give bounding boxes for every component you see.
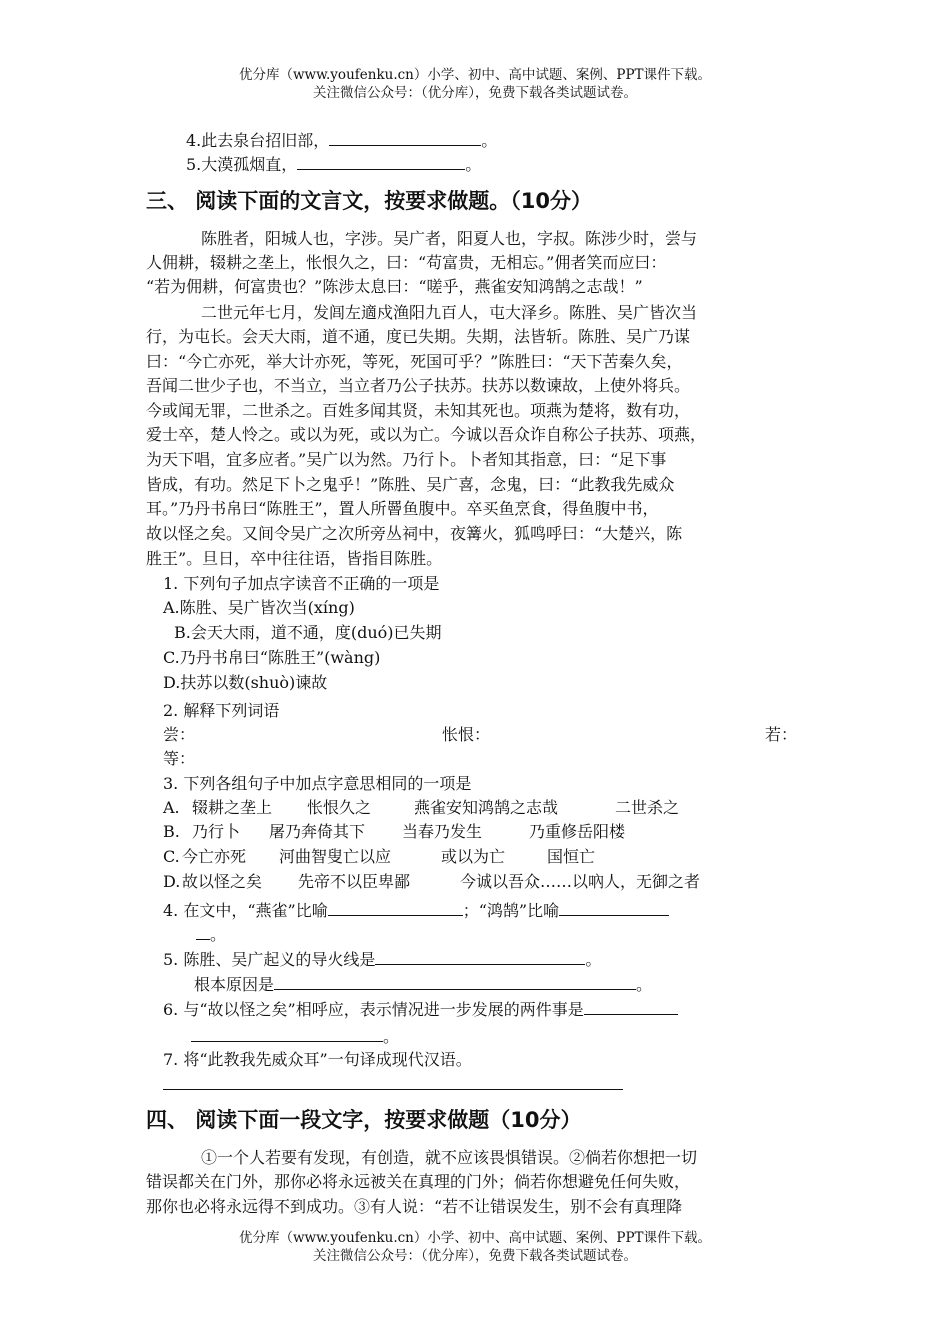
header-line-1: 优分库（www.youfenku.cn）小学、初中、高中试题、案例、PPT课件下载。 — [238, 67, 712, 83]
passage-line: ①一个人若要有发现，有创造，就不应该畏惧错误。②倘若你想把一切 — [201, 1148, 698, 1167]
passage-line: 曰：“今亡亦死，举大计亦死，等死，死国可乎？”陈胜曰：“天下苦秦久矣， — [146, 352, 683, 371]
answer-blank[interactable] — [375, 948, 585, 965]
passage-line: 爱士卒，楚人怜之。或以为死，或以为亡。今诚以吾众诈自称公子扶苏、项燕， — [146, 425, 707, 444]
passage-line: 人佣耕，辍耕之垄上，怅恨久之，曰：“苟富贵，无相忘。”佣者笑而应曰： — [146, 253, 667, 272]
answer-line[interactable] — [163, 1089, 623, 1090]
poem-fill-4: 4.此去泉台招旧部， 。 — [186, 131, 498, 150]
question-2-stem: 2. 解释下列词语 — [163, 701, 280, 720]
question-7: 7. 将“此教我先威众耳”一句译成现代汉语。 — [163, 1050, 472, 1069]
question-5-root: 根本原因是 。 — [194, 975, 653, 994]
question-3-row-b: B. 乃行卜 屠乃奔倚其下 当春乃发生 乃重修岳阳楼 — [163, 822, 626, 841]
header-line-2: 关注微信公众号：（优分库），免费下载各类试题试卷。 — [313, 85, 637, 101]
question-3-stem: 3. 下列各组句子中加点字意思相同的一项是 — [163, 774, 472, 793]
answer-blank[interactable] — [329, 129, 481, 146]
answer-blank[interactable] — [191, 1025, 383, 1042]
term-ruo: 若： — [765, 725, 798, 744]
answer-blank[interactable] — [274, 973, 636, 990]
question-1-stem: 1. 下列句子加点字读音不正确的一项是 — [163, 574, 440, 593]
page-footer — [0, 1229, 950, 1265]
answer-blank[interactable] — [196, 923, 210, 940]
question-3-row-d: D. 故以怪之矣 先帝不以臣卑鄙 今诚以吾众……以吶人，无御之者 — [163, 872, 701, 891]
question-1-option-a: A.陈胜、吴广皆次当(xíng) — [163, 598, 355, 617]
section-3-title: 三、 阅读下面的文言文，按要求做题。（10分） — [146, 189, 593, 213]
passage-line: “若为佣耕，何富贵也？”陈涉太息曰：“嗟乎，燕雀安知鸿鹄之志哉！” — [146, 277, 643, 296]
passage-line: 胜王”。旦日，卒中往往语，皆指目陈胜。 — [146, 549, 443, 568]
question-3-row-a: A. 辍耕之垄上 怅恨久之 燕雀安知鸿鹄之志哉 二世杀之 — [163, 798, 680, 817]
term-changhen: 怅恨： — [442, 725, 491, 744]
answer-blank[interactable] — [297, 153, 465, 170]
question-2-terms — [163, 724, 803, 746]
passage-line: 错误都关在门外，那你必将永远被关在真理的门外；倘若你想避免任何失败， — [146, 1172, 691, 1191]
term-chang: 尝： — [163, 725, 196, 744]
passage-line: 行，为屯长。会天大雨，道不通，度已失期。失期，法皆斩。陈胜、吴广乃谋 — [146, 327, 691, 346]
passage-line: 为天下唱，宜多应者。”吴广以为然。乃行卜。卜者知其指意，曰：“足下事 — [146, 450, 667, 469]
page-header — [0, 66, 950, 102]
answer-blank[interactable] — [584, 998, 678, 1015]
question-6: 6. 与“故以怪之矣”相呼应，表示情况进一步发展的两件事是 — [163, 998, 678, 1021]
section-4-title: 四、 阅读下面一段文字，按要求做题（10分） — [146, 1108, 582, 1132]
question-4-cont: 。 — [196, 923, 226, 946]
poem-fill-5: 5.大漠孤烟直， 。 — [186, 155, 482, 174]
passage-line: 故以怪之矣。又间令吴广之次所旁丛祠中，夜篝火，狐鸣呼曰：“大楚兴，陈 — [146, 524, 683, 543]
question-6-cont: 。 — [191, 1025, 399, 1048]
footer-line-2: 关注微信公众号：（优分库），免费下载各类试题试卷。 — [313, 1248, 637, 1264]
question-5: 5. 陈胜、吴广起义的导火线是 。 — [163, 950, 602, 969]
footer-line-1: 优分库（www.youfenku.cn）小学、初中、高中试题、案例、PPT课件下载。 — [238, 1230, 712, 1246]
answer-blank[interactable] — [559, 899, 669, 916]
question-1-option-c: C.乃丹书帛曰“陈胜王”(wàng) — [163, 648, 381, 667]
question-1-option-d: D.扶苏以数(shuò)谏故 — [163, 673, 328, 692]
passage-line: 皆成，有功。然足下卜之鬼乎！”陈胜、吴广喜，念鬼，曰：“此教我先威众 — [146, 475, 675, 494]
passage-line: 耳。”乃丹书帛曰“陈胜王”，置人所罾鱼腹中。卒买鱼烹食，得鱼腹中书， — [146, 499, 659, 518]
question-3-row-c: C. 今亡亦死 河曲智叟亡以应 或以为亡 国恒亡 — [163, 847, 596, 866]
question-4: 4. 在文中，“燕雀”比喻 ；“鸿鹄”比喻 — [163, 899, 669, 922]
passage-line: 今或闻无罪，二世杀之。百姓多闻其贤，未知其死也。项燕为楚将，数有功， — [146, 401, 691, 420]
passage-line: 吾闻二世少子也，不当立，当立者乃公子扶苏。扶苏以数谏故，上使外将兵。 — [146, 376, 691, 395]
question-1-option-b: B.会天大雨，道不通，度(duó)已失期 — [174, 623, 442, 642]
answer-blank[interactable] — [328, 899, 463, 916]
passage-line: 陈胜者，阳城人也，字涉。吴广者，阳夏人也，字叔。陈涉少时，尝与 — [201, 229, 698, 248]
passage-line: 那你也必将永远得不到成功。③有人说：“若不让错误发生，别不会有真理降 — [146, 1197, 683, 1216]
term-deng: 等： — [163, 749, 196, 768]
passage-line: 二世元年七月，发闾左適戍渔阳九百人，屯大泽乡。陈胜、吴广皆次当 — [201, 303, 698, 322]
